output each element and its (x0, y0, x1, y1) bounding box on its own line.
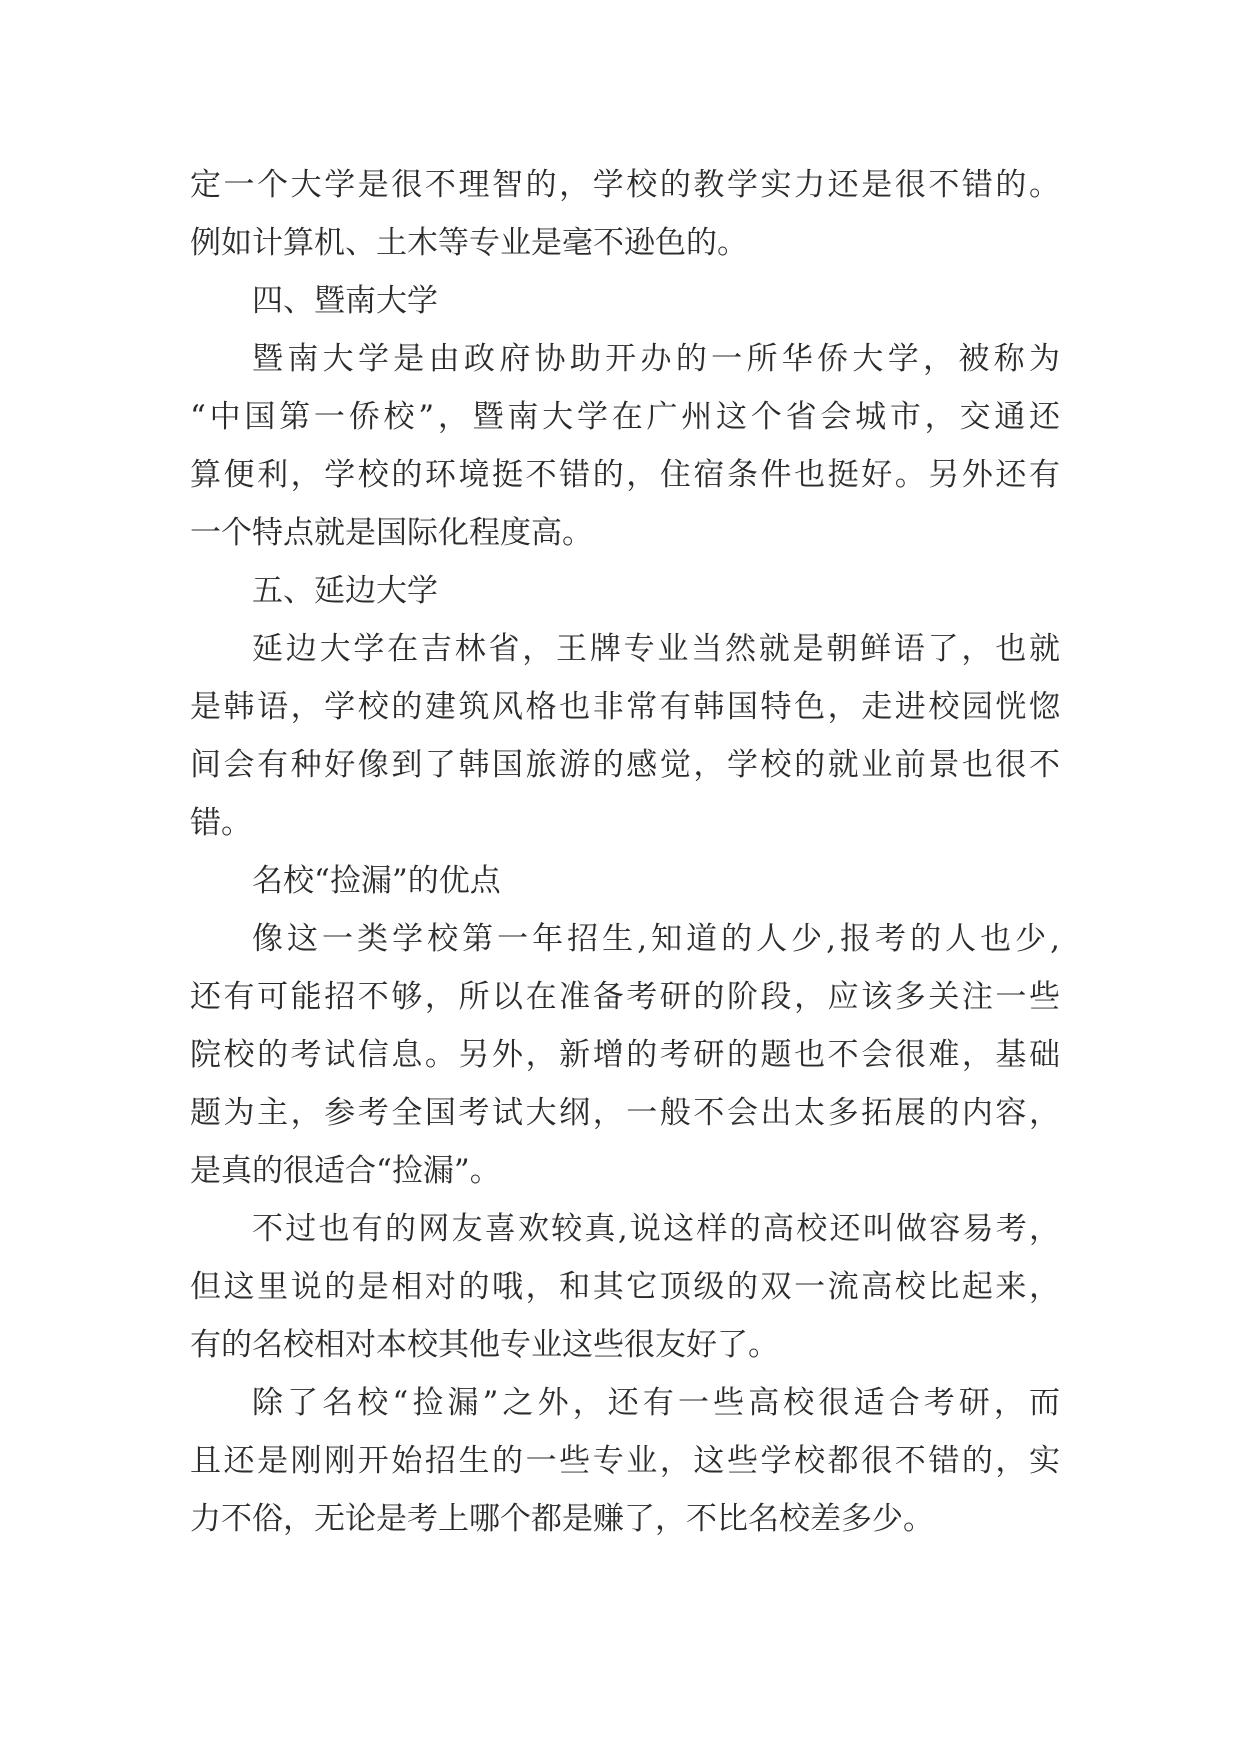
text-line: 暨南大学是由政府协助开办的一所华侨大学，被称为 (252, 341, 1060, 377)
text-line: 除了名校“捡漏”之外，还有一些高校很适合考研，而 (252, 1385, 1060, 1421)
text-line: 像这一类学校第一年招生,知道的人少,报考的人也少, (252, 921, 1060, 957)
text-line: 院校的考试信息。另外，新增的考研的题也不会很难，基础 (190, 1037, 1060, 1073)
text-line: 延边大学在吉林省，王牌专业当然就是朝鲜语了，也就 (252, 631, 1060, 667)
text-line: 但这里说的是相对的哦，和其它顶级的双一流高校比起来， (190, 1269, 1060, 1305)
text-line: 是真的很适合“捡漏”。 (190, 1153, 501, 1189)
section-heading: 四、暨南大学 (252, 283, 438, 319)
text-line: 一个特点就是国际化程度高。 (190, 515, 593, 551)
body-text (190, 156, 1060, 1548)
section-heading: 五、延边大学 (252, 573, 438, 609)
text-line: 题为主，参考全国考试大纲，一般不会出太多拓展的内容， (190, 1095, 1060, 1131)
text-line: 间会有种好像到了韩国旅游的感觉，学校的就业前景也很不 (190, 747, 1060, 783)
text-line: 还有可能招不够，所以在准备考研的阶段，应该多关注一些 (190, 979, 1060, 1015)
text-line: 有的名校相对本校其他专业这些很友好了。 (190, 1327, 779, 1363)
text-line: 是韩语，学校的建筑风格也非常有韩国特色，走进校园恍惚 (190, 689, 1060, 725)
text-line: 错。 (190, 805, 252, 841)
text-line: 例如计算机、土木等专业是毫不逊色的。 (190, 225, 748, 261)
text-line: 且还是刚刚开始招生的一些专业，这些学校都很不错的，实 (190, 1443, 1060, 1479)
text-line: 算便利，学校的环境挺不错的，住宿条件也挺好。另外还有 (190, 457, 1060, 493)
text-line: 定一个大学是很不理智的，学校的教学实力还是很不错的。 (190, 167, 1060, 203)
text-line: 力不俗，无论是考上哪个都是赚了，不比名校差多少。 (190, 1501, 934, 1537)
text-line: “中国第一侨校”，暨南大学在广州这个省会城市，交通还 (190, 399, 1060, 435)
section-heading: 名校“捡漏”的优点 (252, 863, 501, 899)
text-line: 不过也有的网友喜欢较真,说这样的高校还叫做容易考， (252, 1211, 1060, 1247)
